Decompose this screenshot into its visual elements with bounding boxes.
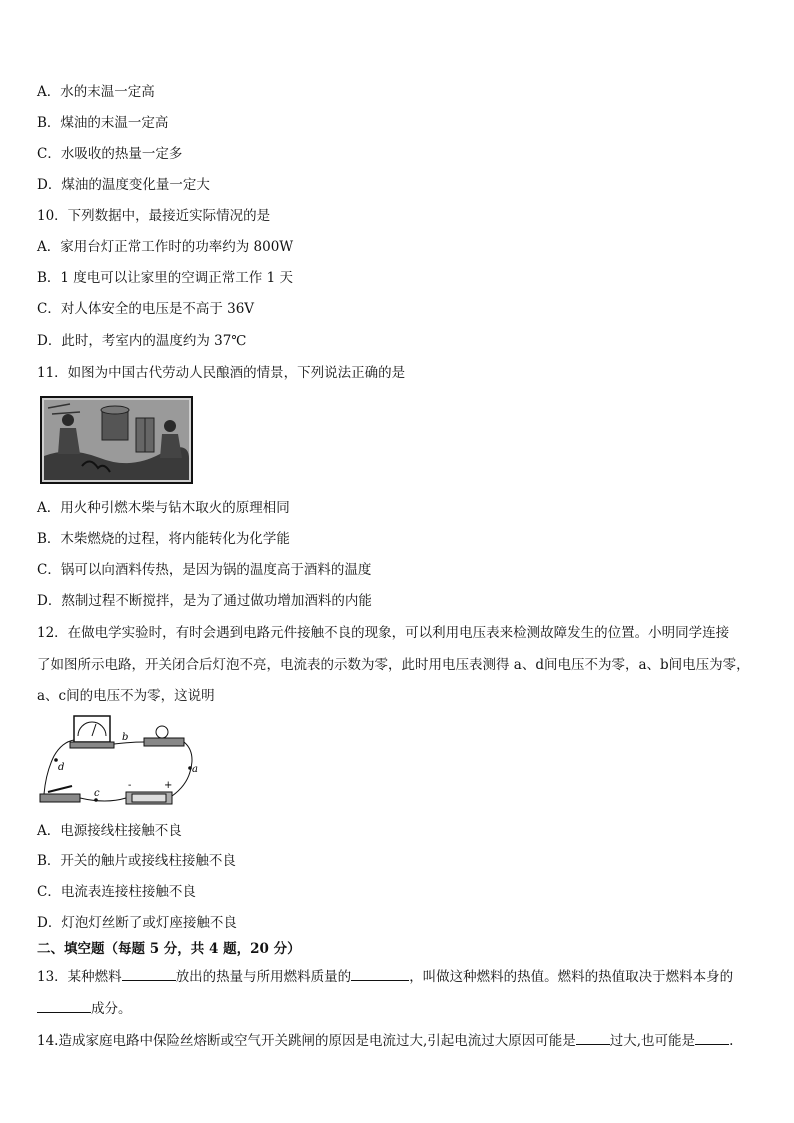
q9-option-b: B．煤油的末温一定高 — [37, 115, 169, 131]
q9-option-c: C．水吸收的热量一定多 — [37, 146, 183, 162]
label-d: d — [58, 762, 65, 773]
q12-option-c: C．电流表连接柱接触不良 — [37, 884, 196, 900]
switch-icon — [40, 786, 80, 802]
q10-stem: 10．下列数据中，最接近实际情况的是 — [37, 208, 271, 224]
q11-option-c: C．锅可以向酒料传热，是因为锅的温度高于酒料的温度 — [37, 562, 372, 578]
ammeter-icon — [70, 716, 114, 748]
q11-option-a: A．用火种引燃木柴与钻木取火的原理相同 — [37, 500, 290, 516]
label-b: b — [122, 732, 129, 743]
q14-text-3: . — [729, 1033, 734, 1049]
q9-option-a: A．水的末温一定高 — [37, 84, 155, 100]
q10-option-b: B．1 度电可以让家里的空调正常工作 1 天 — [37, 270, 293, 286]
q10-option-c: C．对人体安全的电压是不高于 36V — [37, 301, 255, 317]
q13-text-3: ，叫做这种燃料的热值。燃料的热值取决于燃料本身的 — [409, 969, 734, 985]
q13-text-2: 放出的热量与所用燃料质量的 — [175, 969, 352, 985]
q13-text-1: 13．某种燃料 — [37, 969, 122, 985]
q12-option-a: A．电源接线柱接触不良 — [37, 823, 182, 839]
q12-stem-line1: 12．在做电学实验时，有时会遇到电路元件接触不良的现象，可以利用电压表来检测故障发生的位置。小明同学连接 — [37, 625, 730, 641]
q12-option-b: B．开关的触片或接线柱接触不良 — [37, 853, 236, 869]
q10-option-d: D．此时，考室内的温度约为 37℃ — [37, 333, 247, 349]
q12-option-d: D．灯泡灯丝断了或灯座接触不良 — [37, 915, 237, 931]
q9-option-d: D．煤油的温度变化量一定大 — [37, 177, 210, 193]
q13-line1 — [37, 966, 733, 986]
q10-option-a: A．家用台灯正常工作时的功率约为 800W — [37, 239, 294, 255]
label-a: a — [192, 764, 198, 775]
label-c: c — [94, 788, 100, 799]
q14-blank-2[interactable] — [695, 1030, 729, 1045]
battery-icon — [126, 792, 172, 804]
q13-blank-1[interactable] — [122, 966, 176, 981]
q11-stem: 11．如图为中国古代劳动人民酿酒的情景，下列说法正确的是 — [37, 365, 406, 381]
circuit-diagram — [36, 712, 206, 812]
q14-blank-1[interactable] — [576, 1030, 610, 1045]
q13-line2 — [37, 998, 132, 1018]
q12-stem-line3: a、c间的电压不为零，这说明 — [37, 688, 215, 704]
q13-blank-3[interactable] — [37, 998, 91, 1013]
q14-line — [37, 1030, 733, 1050]
q12-stem-line2: 了如图所示电路，开关闭合后灯泡不亮，电流表的示数为零，此时用电压表测得 a、d间电压不为零，a、b间电压为零， — [37, 657, 750, 673]
label-minus: - — [128, 780, 132, 791]
section-heading: 二、填空题（每题 5 分，共 4 题，20 分） — [37, 941, 301, 957]
q11-option-d: D．熬制过程不断搅拌，是为了通过做功增加酒料的内能 — [37, 593, 372, 609]
q14-text-2: 过大,也可能是 — [609, 1033, 696, 1049]
lamp-icon — [144, 726, 184, 746]
q14-text-1: 14.造成家庭电路中保险丝熔断或空气开关跳闸的原因是电流过大,引起电流过大原因可能是 — [37, 1033, 576, 1049]
winemaking-illustration — [40, 396, 193, 484]
q11-option-b: B．木柴燃烧的过程，将内能转化为化学能 — [37, 531, 290, 547]
q13-blank-2[interactable] — [351, 966, 409, 981]
q13-text-4: 成分。 — [91, 1001, 132, 1017]
label-plus: + — [164, 780, 173, 791]
